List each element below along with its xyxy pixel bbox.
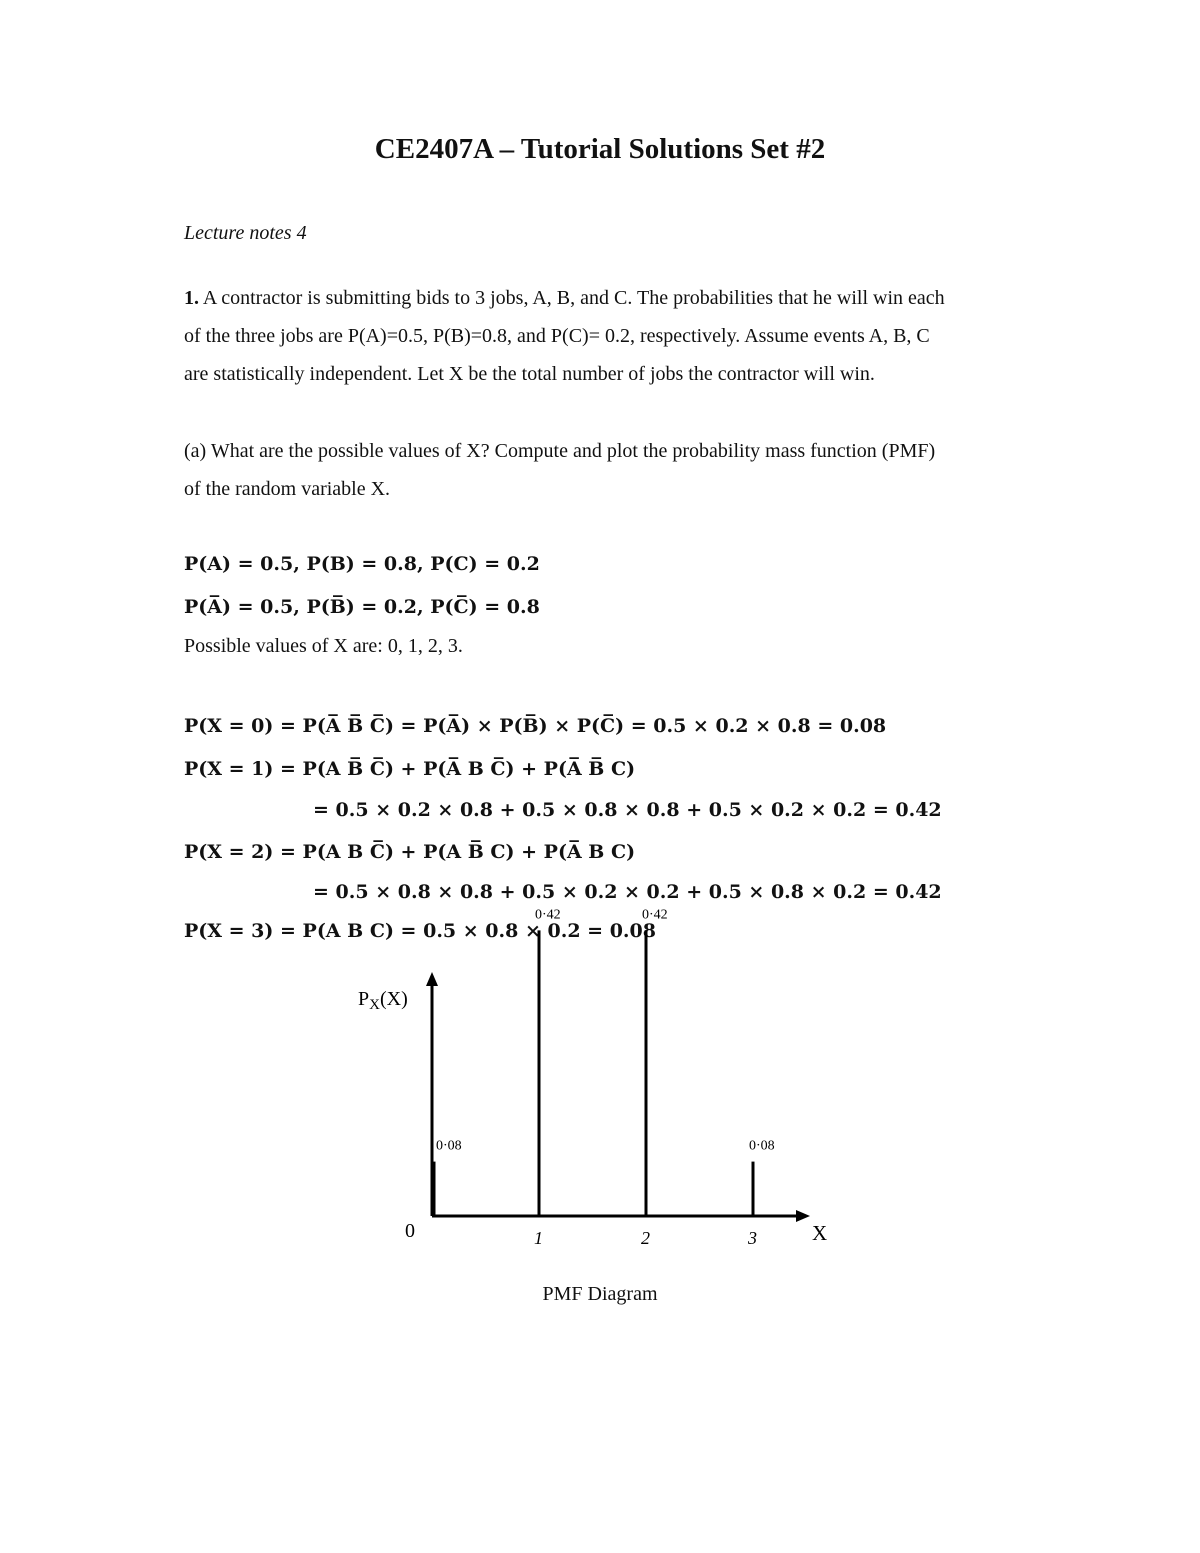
pmf-value-label: 0·08 xyxy=(749,1138,775,1154)
equation-x2: P(X = 2) = P(A B C̅) + P(A B̅ C) + P(A̅ B C) xyxy=(184,841,636,863)
question-line: A contractor is submitting bids to 3 jobs, A, B, and C. The probabilities that he will win each xyxy=(202,287,945,309)
x-tick-label: 1 xyxy=(534,1228,543,1248)
part-a-line: of the random variable X. xyxy=(184,478,391,500)
x-tick-label: 3 xyxy=(748,1228,757,1248)
pmf-value-label: 0·42 xyxy=(642,907,668,923)
pmf-value-label: 0·42 xyxy=(535,907,561,923)
figure-caption: PMF Diagram xyxy=(542,1283,658,1305)
equation-x1-value: = 0.5 × 0.2 × 0.8 + 0.5 × 0.8 × 0.8 + 0.5 × 0.2 × 0.2 = 0.42 xyxy=(313,799,942,821)
y-axis-label: $P_X(X)$ xyxy=(358,988,408,1013)
part-a-line: (a) What are the possible values of X? Compute and plot the probability mass function (PMF) xyxy=(184,440,936,462)
pmf-value-label: 0·08 xyxy=(436,1138,462,1154)
equation-x0: P(X = 0) = P(A̅ B̅ C̅) = P(A̅) × P(B̅) × P(C̅) = 0.5 × 0.2 × 0.8 = 0.08 xyxy=(184,715,887,737)
complement-probabilities: P(A̅) = 0.5, P(B̅) = 0.2, P(C̅) = 0.8 xyxy=(184,596,540,618)
equation-x1: P(X = 1) = P(A B̅ C̅) + P(A̅ B C̅) + P(A̅ B̅ C) xyxy=(184,758,636,780)
origin-label: 0 xyxy=(405,1220,415,1242)
x-axis-arrow-icon xyxy=(796,1210,810,1222)
pmf-marks xyxy=(434,907,775,1248)
possible-values: Possible values of X are: 0, 1, 2, 3. xyxy=(184,635,463,657)
question-line: are statistically independent. Let X be the total number of jobs the contractor will win. xyxy=(184,363,875,385)
equation-x2-value: = 0.5 × 0.8 × 0.8 + 0.5 × 0.2 × 0.2 + 0.5 × 0.8 × 0.2 = 0.42 xyxy=(313,881,942,903)
y-axis-arrow-icon xyxy=(426,972,438,986)
given-probabilities: P(A) = 0.5, P(B) = 0.8, P(C) = 0.2 xyxy=(184,553,540,575)
x-tick-label: 2 xyxy=(641,1228,650,1248)
lecture-notes-label: Lecture notes 4 xyxy=(184,222,307,244)
document-title: CE2407A – Tutorial Solutions Set #2 xyxy=(374,133,826,165)
x-axis-label: X xyxy=(812,1221,828,1245)
question-line: of the three jobs are P(A)=0.5, P(B)=0.8, and P(C)= 0.2, respectively. Assume events A, B, C xyxy=(184,325,930,347)
pmf-axes xyxy=(358,972,827,1245)
question-number: 1. xyxy=(184,287,199,309)
equation-x3: P(X = 3) = P(A B C) = 0.5 × 0.8 × 0.2 = 0.08 xyxy=(184,920,656,942)
